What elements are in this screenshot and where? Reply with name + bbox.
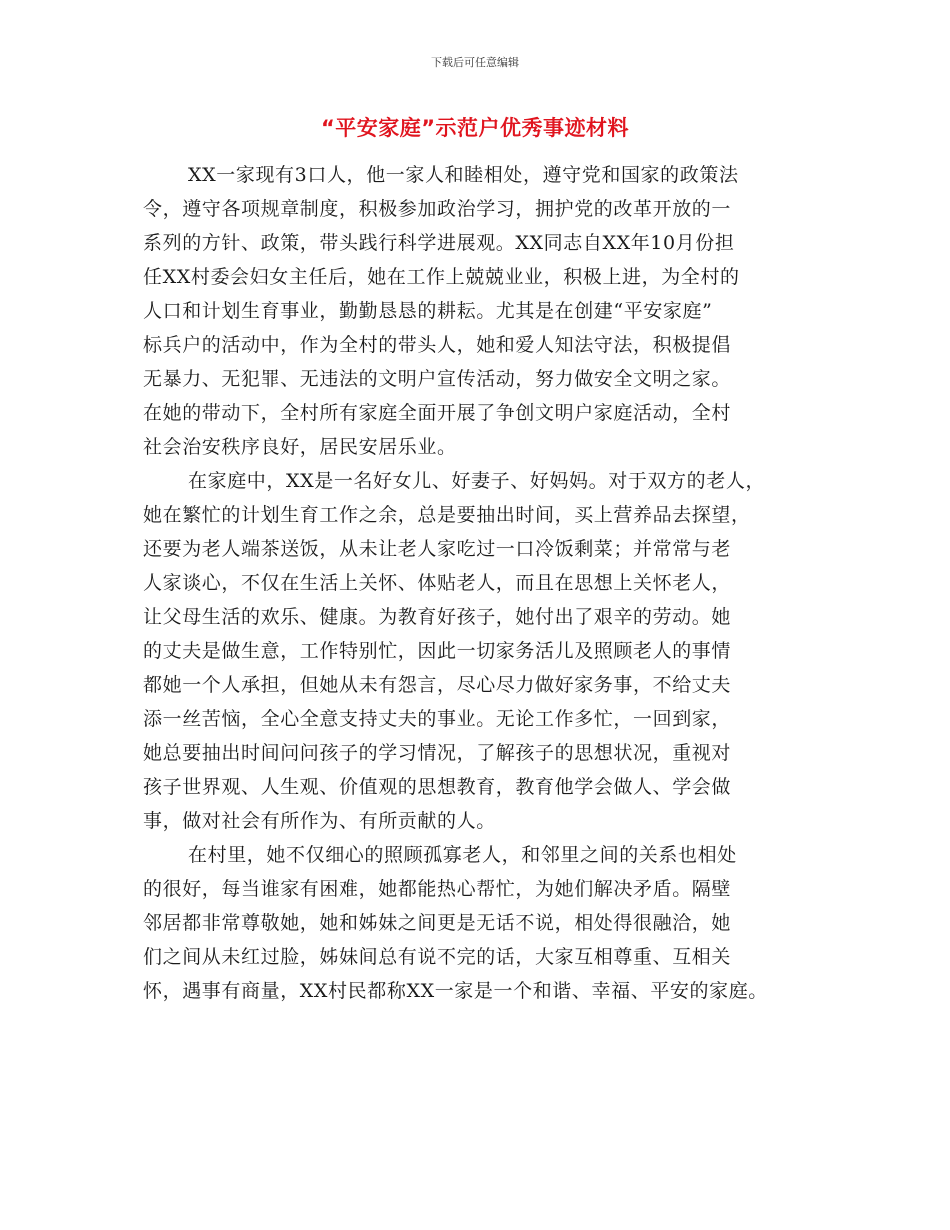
text-line: 都她一个人承担，但她从未有怨言，尽心尽力做好家务事，不给丈夫 [143,674,732,696]
text-line: 的很好，每当谁家有困难，她都能热心帮忙，为她们解决矛盾。隔壁 [143,878,732,900]
paragraph-3 [143,838,823,1008]
text-line: 人家谈心，不仅在生活上关怀、体贴老人，而且在思想上关怀老人， [143,572,732,594]
paragraph-1 [143,158,823,464]
text-line: 社会治安秩序良好，居民安居乐业。 [143,436,457,458]
text-line: 无暴力、无犯罪、无违法的文明户宣传活动，努力做安全文明之家。 [143,368,732,390]
text-line: 让父母生活的欢乐、健康。为教育好孩子，她付出了艰辛的劳动。她 [143,606,732,628]
text-line: 她在繁忙的计划生育工作之余，总是要抽出时间，买上营养品去探望， [143,504,751,526]
text-line: 的丈夫是做生意，工作特别忙，因此一切家务活儿及照顾老人的事情 [143,640,732,662]
text-line: 邻居都非常尊敬她，她和姊妹之间更是无话不说，相处得很融洽，她 [143,912,732,934]
text-line: 任XX村委会妇女主任后，她在工作上兢兢业业，积极上进，为全村的 [143,266,740,288]
text-line: 令，遵守各项规章制度，积极参加政治学习，拥护党的改革开放的一 [143,198,732,220]
text-line: 人口和计划生育事业，勤勤恳恳的耕耘。尤其是在创建“平安家庭” [143,300,713,322]
text-line: 她总要抽出时间问问孩子的学习情况，了解孩子的思想状况，重视对 [143,742,732,764]
text-line: 在村里，她不仅细心的照顾孤寡老人，和邻里之间的关系也相处 [188,844,737,866]
text-line: 添一丝苦恼，全心全意支持丈夫的事业。无论工作多忙，一回到家， [143,708,732,730]
text-line: 在家庭中，XX是一名好女儿、好妻子、好妈妈。对于双方的老人， [188,470,766,492]
text-line: 怀，遇事有商量，XX村民都称XX一家是一个和谐、幸福、平安的家庭。 [143,980,768,1002]
text-line: 还要为老人端茶送饭，从未让老人家吃过一口冷饭剩菜；并常常与老 [143,538,732,560]
document-title: “平安家庭”示范户优秀事迹材料 [320,116,630,140]
text-line: 在她的带动下，全村所有家庭全面开展了争创文明户家庭活动，全村 [143,402,732,424]
paragraph-2 [143,464,823,838]
text-line: XX一家现有3口人，他一家人和睦相处，遵守党和国家的政策法 [188,164,739,186]
text-line: 系列的方针、政策，带头践行科学进展观。XX同志自XX年10月份担 [143,232,735,254]
header-note: 下载后可任意编辑 [431,56,519,69]
text-line: 事，做对社会有所作为、有所贡献的人。 [143,810,496,832]
text-line: 们之间从未红过脸，姊妹间总有说不完的话，大家互相尊重、互相关 [143,946,732,968]
text-line: 标兵户的活动中，作为全村的带头人，她和爱人知法守法，积极提倡 [143,334,732,356]
document-body [143,158,823,1008]
text-line: 孩子世界观、人生观、价值观的思想教育，教育他学会做人、学会做 [143,776,732,798]
